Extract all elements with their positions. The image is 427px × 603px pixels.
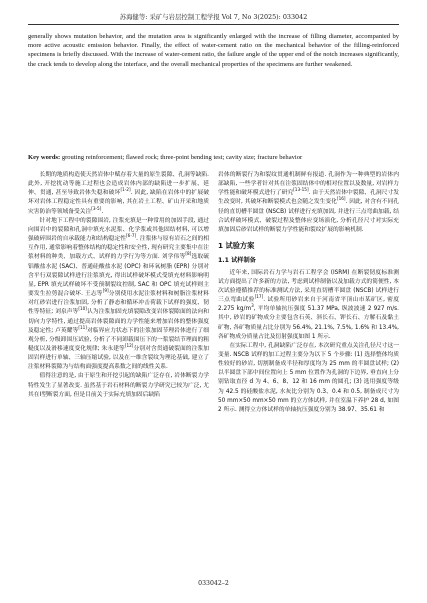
page-number: 033042–2	[198, 580, 229, 587]
citation-ref[interactable]: [13-15]	[293, 187, 309, 193]
right-column	[218, 171, 399, 415]
method-paragraph-1: 近年来, 国际岩石力学与岩石工程学会 (ISRM) 在断裂韧度标准测试方面提出了许多新的方法, 考虑到试样制备以及加载方式的简便性, 本次试验遵循推荐的标准测试方法, 采用直切槽半圆盘 (NSCB) 试样进行三点弯曲试验[17]. 试验所用砂岩来自于河南省平顶山市某矿区, 密度 2.275 $kg/m^3$, 平均单轴抗压强度 51.37 MPa, 纵波波速 2 927 m/s. 其中, 砂岩的矿物成分主要包含石英、斜长石、钾长石、方解石及黏土矿物, 各矿物质量占比分别为 56.4%, 21.1%, 7.5%, 1.6% 和 13.4%, 各矿物成分质量占比及衍射强度如图 1 所示.	[218, 269, 400, 340]
method-paragraph-2: 在实际工程中, 孔洞缺陷广泛存在, 本次研究重点关注孔径尺寸这一变量. NSCB 试样的加工过程主要分为以下 5 个步骤: (1) 选择整体均质性较好的砂岩, 切割制备成半径和厚度均为 25 mm 的半圆盘试样; (2) 以半圆盘下部中间位置向上 5 mm 位置作为孔洞的下边界, 垂直向上分别钻取直径 d 为 4、6、8、12 和 16 mm 的圆孔; (3) 选用强度等级为 42.5 的硅酸盐水泥, 水灰比分别为 0.3、0.4 和 0.5, 制备成尺寸为 50 mm×50 mm×50 mm 的立方体试样, 并在室温下养护 28 d, 如图 2 所示. 测得立方体试样的单轴抗压强度分别为 38.97、35.61 和	[218, 342, 399, 413]
header-divider	[28, 24, 399, 25]
citation-ref[interactable]: [16]	[336, 196, 346, 202]
keywords-label: Key words:	[28, 154, 61, 161]
citation-ref[interactable]: [3-5]	[91, 205, 102, 211]
intro-paragraph-2: 针对地下工程中的裂隙围岩, 注浆充填是一种常用的加固手段, 通过向围岩中的裂隙和孔洞中填充水泥浆、化学浆或其他固结材料, 可以增强破碎围岩的自承载能力和结构稳定性[6-7]. 注浆体与原有岩石之间的相互作用, 通常影响着整体结构的稳定性和安全性, 现有研究主要集中在注浆材料的种类、加载方式、试样的力学行为等方面. 刘学伟等[8]选取硫铝酸盐水泥 (SAC)、普通硅酸盐水泥 (OPC) 和环氧树脂 (EPR) 分别对含平行双裂隙试样进行注浆填充, 得出试样破坏模式受填充材料影响明显, EPR 填充试样破坏不受预制裂纹控制, SAC 和 OPC 填充试样则主要发生拉剪混合破坏. 王志等[9]分别使用水泥注浆材料和树脂注浆材料对红砂岩进行注浆加固, 分析了静态和循环冲击荷载下试样的强度、韧性等特征; 刘泉声等[10]认为注浆加固充填裂隙改变岩体裂隙面的法向和切向力学特性, 通过提高岩体裂隙面的力学性能来增加岩体的整体强度及稳定性; 卢英耀等[11]对临界应力状态下的注浆加固节理岩体进行了细观分析, 分级卸围压试验, 分析了不同卸载围压下的一浆裂结节理面的粗糙度以及滑移速度变化规律; 朱永建等[12]分别对含贯通破裂面的注浆加固岩样进行单轴、三轴压缩试验, 以及在一维含裂纹为理论基础, 建立了注浆材料裂隙为与结构面强度提高系数之间的线性关系.	[28, 217, 210, 371]
keywords-text: grouting reinforcement; flawed rock; three-point bending test; cavity size; fracture behavior	[61, 154, 303, 161]
citation-ref[interactable]: [8]	[185, 251, 192, 257]
intro-paragraph-3: 值得注意的是, 由于原生和开挖引起的缺陷广泛存在, 岩体断裂力学特性发生了显著改变. 虽然基于岩石材料的断裂力学研究已较为广泛, 尤其在I型断裂方面, 但是目前关于实际充填加固后缺陷	[28, 373, 209, 398]
citation-ref[interactable]: [17]	[254, 294, 264, 300]
section-title: 1 试验方案	[218, 241, 255, 251]
intro-paragraph-1: 长期的地质构造使天然岩体中赋存着大量的原生裂隙、孔洞等缺陷. 此外, 开挖扰动等施工过程也会造成岩体内部的缺陷进一步扩展、延伸、贯通, 甚至导致岩体失稳和破坏[1-2]. 因此, 缺陷在岩体中的扩展破坏对岩体工程稳定性具有重要的影响, 其在岩土工程、矿山开采和地质灾害防治等领域备受关注[3-5].	[28, 172, 209, 215]
citation-ref[interactable]: [10]	[78, 306, 87, 312]
keywords-line	[28, 153, 399, 162]
citation-ref[interactable]: [11]	[78, 324, 87, 330]
citation-ref[interactable]: [12]	[124, 343, 134, 349]
english-abstract-continuation: generally shows mutation behavior, and the mutation area is significantly enlarged with the increase of filling diameter, accompanied by more active acoustic emission behavior. Finally, the effect of water-cement ratio on the mechanical behavior of the filling-reinforced specimens is briefly discussed. With the increase of water-cement ratio, the failure angle of the upper end of the notch increases significantly, the crack tends to develop along the interface, and the overall mechanical properties of the specimens are further weakened.	[28, 33, 399, 68]
superscript-exponent: 3	[251, 303, 254, 309]
intro-paragraph-4: 岩体的断裂行为和裂纹贯通机制鲜有报道. 孔洞作为一种典型的岩体内部缺陷, 一些学者针对其在注浆固结体中的相对位置以及数量, 对岩样力学性能和破坏模式进行了研究[13-15]. 由于天然岩体中裂隙、孔洞尺寸发生改变时, 其破坏和断裂模式也会随之发生变化[16]. 因此, 对含有不同孔径的直切槽半圆盘 (NSCB) 试样进行充填加固, 并进行三点弯曲加载, 结合试样破坏模式、破裂过程及整体应变场演化, 分析孔径尺寸对实际充填加固后砂岩试样的断裂力学性能和裂纹扩展的影响机制.	[218, 172, 399, 233]
running-header: 苏海健等: 采矿与岩层控制工程学报 Vol 7, No 3(2025): 033042	[119, 13, 308, 21]
left-column	[28, 171, 209, 400]
citation-ref[interactable]: [6-7]	[126, 233, 137, 239]
citation-ref[interactable]: [1-2]	[120, 187, 131, 193]
subsection-title: 1.1 试样制备	[218, 257, 256, 265]
citation-ref[interactable]: [9]	[102, 288, 109, 294]
